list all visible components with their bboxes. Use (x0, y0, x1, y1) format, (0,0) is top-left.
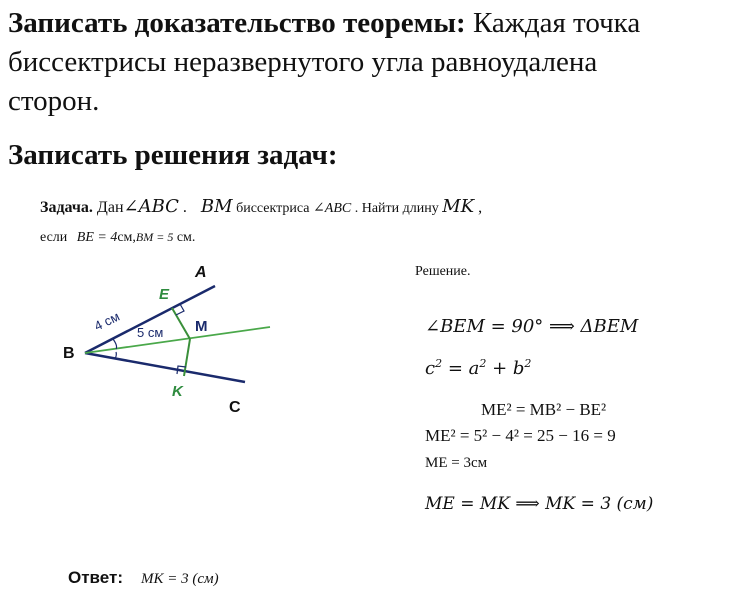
label-e: E (159, 286, 170, 303)
header-line-3: сторон. (8, 85, 100, 117)
header-line-2: биссектрисы неразвернутого угла равноудалена (8, 46, 598, 78)
answer-value: MK = 3 (см) (141, 571, 219, 587)
label-be-length: 4 см (91, 308, 122, 334)
angle-arc-mark (113, 339, 117, 349)
header-bold-text: Записать доказательство теоремы: (8, 7, 466, 39)
solution-step-2 (425, 357, 531, 379)
side-bc-line (85, 353, 245, 382)
solution-step-1: ∠BEM = 90° ⟹ ΔBEM (425, 316, 639, 337)
formula-a: = a (442, 358, 480, 379)
solution-step-6: ME = MK ⟹ MK = 3 (см) (425, 494, 654, 514)
answer-row (68, 568, 219, 588)
label-k: K (172, 383, 183, 400)
task-given: Дан (92, 199, 124, 216)
task-comma: , (474, 199, 483, 216)
task-bm: BM (200, 196, 233, 217)
solution-title: Решение. (415, 264, 471, 279)
header-line-1 (8, 6, 640, 40)
task-bm-value: = 5 (153, 230, 174, 244)
solution-step-5: ME = 3см (425, 455, 488, 471)
task-label: Задача. (40, 199, 93, 216)
geometry-diagram (55, 255, 285, 425)
label-m: M (195, 318, 208, 335)
task-condition (40, 230, 195, 246)
task-be-unit: см, (117, 230, 136, 245)
task-statement (40, 196, 482, 217)
task-be-value: = 4 (93, 230, 118, 245)
answer-label: Ответ: (68, 568, 123, 587)
sup-a: 2 (479, 357, 487, 370)
label-b: B (63, 345, 75, 362)
solution-step-4: ME² = 5² − 4² = 25 − 16 = 9 (425, 426, 616, 445)
task-bm-eq: BM (135, 230, 154, 244)
task-bisector-text: биссектриса (232, 201, 314, 216)
section-subtitle: Записать решения задач: (8, 139, 338, 171)
task-bm-unit: см. (173, 230, 196, 245)
label-a: A (195, 264, 207, 281)
header-text: Каждая точка (465, 7, 641, 39)
task-find-text: . Найти длину (351, 201, 443, 216)
task-if-text: если (40, 230, 71, 245)
task-angle-abc: ∠ABC (123, 196, 179, 217)
task-be: BE (76, 230, 94, 245)
task-mk: MK (442, 196, 475, 217)
label-c: C (229, 399, 241, 416)
formula-c: c (425, 358, 436, 379)
task-dot: . (178, 199, 191, 216)
label-bm-length: 5 см (137, 325, 164, 340)
solution-step-3: ME² = MB² − BE² (481, 400, 607, 419)
task-angle-abc-small: ∠ABC (313, 201, 352, 216)
sup-c: 2 (435, 357, 443, 370)
formula-b: + b (486, 358, 525, 379)
sup-b: 2 (524, 357, 532, 370)
